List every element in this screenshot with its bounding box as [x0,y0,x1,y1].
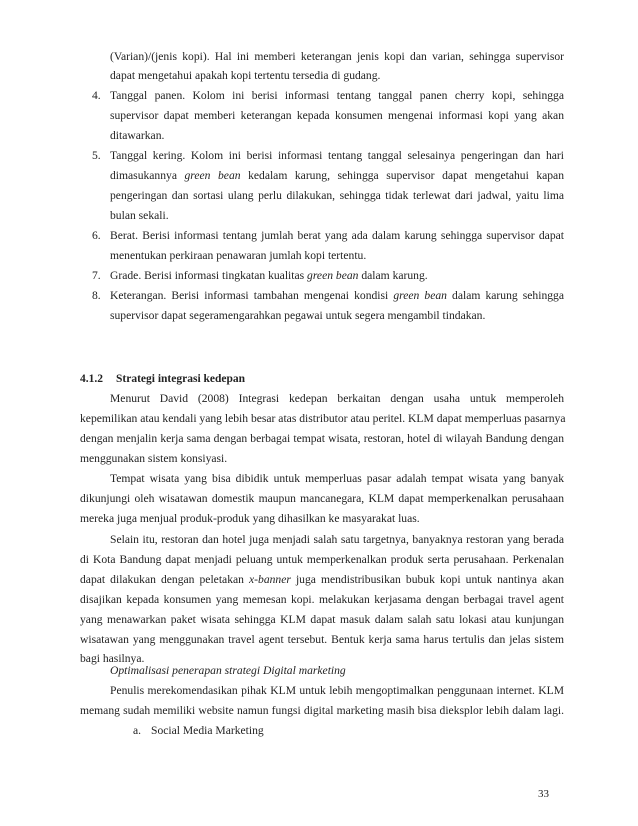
paragraph-line: Selain itu, restoran dan hotel juga menjadi salah satu targetnya, banyaknya restoran yang berada [110,533,564,546]
paragraph-line: Penulis merekomendasikan pihak KLM untuk lebih mengoptimalkan penggunaan internet. KLM [110,684,564,697]
paragraph-line: dapat dilakukan dengan peletakan x-banner juga mendistribusikan bubuk kopi untuk nantinya akan [80,573,564,586]
list-item-line: bulan sekali. [110,209,169,222]
list-continuation-line: (Varian)/(jenis kopi). Hal ini memberi keterangan jenis kopi dan varian, sehingga supervisor [110,50,564,63]
sub-item-text: Social Media Marketing [151,724,264,737]
paragraph-line: dikunjungi oleh wisatawan domestik maupun mancanegara, KLM dapat memperkenalkan perusahaan [80,492,564,505]
list-item-line: Tanggal panen. Kolom ini berisi informasi tentang tanggal panen cherry kopi, sehingga [110,89,564,102]
paragraph-line: yang menawarkan paket wisata sehingga KLM dapat masuk dalam salah satu lokasi atau kunjungan [80,613,564,626]
paragraph-line: memang sudah memiliki website namun fungsi digital marketing masih bisa dieksplor lebih dalam lagi. [80,704,564,717]
paragraph-line: kepemilikan atau kendali yang lebih besar atas distributor atau peritel. KLM dapat memperluas pasarnya [80,412,566,425]
list-item-line: Tanggal kering. Kolom ini berisi informasi tentang tanggal selesainya pengeringan dan hari [110,149,564,162]
list-item-line: supervisor dapat memberi keterangan kepada konsumen mengenai informasi kopi yang akan [110,109,564,122]
list-item-number: 8. [92,289,101,302]
list-item-line: Keterangan. Berisi informasi tambahan mengenai kondisi green bean dalam karung sehingga [110,289,564,302]
list-item-number: 6. [92,229,101,242]
list-item-number: 5. [92,149,101,162]
page-number: 33 [538,788,549,800]
list-item-line: Grade. Berisi informasi tingkatan kualitas green bean dalam karung. [110,269,428,282]
section-title: Strategi integrasi kedepan [116,373,246,385]
subheading: Optimalisasi penerapan strategi Digital marketing [110,664,346,677]
paragraph-line: Menurut David (2008) Integrasi kedepan berkaitan dengan usaha untuk memperoleh [110,392,564,405]
section-number: 4.1.2 [80,373,103,385]
paragraph-line: di Kota Bandung dapat menjadi peluang untuk memperkenalkan produk serta perusahaan. Perkenalan [80,553,564,566]
list-item-line: supervisor dapat segeramengarahkan pegawai untuk segera mengambil tindakan. [110,309,486,322]
paragraph-line: bagi hasilnya. [80,652,145,665]
paragraph-line: disajikan kepada konsumen yang memesan kopi. melakukan kerjasama dengan berbagai travel agent [80,593,564,606]
list-item-line: ditawarkan. [110,129,165,142]
paragraph-line: Tempat wisata yang bisa dibidik untuk memperluas pasar adalah tempat wisata yang banyak [110,472,564,485]
paragraph-line: menggunakan sistem konsiyasi. [80,452,228,465]
list-item-number: 7. [92,269,101,282]
list-item-line: menentukan perkiraan penawaran jumlah kopi tertentu. [110,249,367,262]
list-continuation-line: dapat mengetahui apakah kopi tertentu tersedia di gudang. [110,69,381,82]
list-item-number: 4. [92,89,101,102]
paragraph-line: wisatawan yang menggunakan travel agent tersebut. Bentuk kerja sama harus tertulis dan jelas sistem [80,633,564,646]
list-item-line: Berat. Berisi informasi tentang jumlah berat yang ada dalam karung sehingga supervisor dapat [110,229,564,242]
list-item-line: dimasukannya green bean kedalam karung, sehingga supervisor dapat mengetahui kapan [110,169,564,182]
paragraph-line: dengan menjalin kerja sama dengan berbagai tempat wisata, restoran, hotel di wilayah Bandung dengan [80,432,564,445]
sub-item-letter: a. [133,724,142,737]
paragraph-line: mereka juga menjual produk-produk yang dihasilkan ke masyarakat luas. [80,512,420,525]
list-item-line: pengeringan dan sortasi ulang perlu dilakukan, sehingga tidak terlewat dari jadwal, yaitu lima [110,189,564,202]
